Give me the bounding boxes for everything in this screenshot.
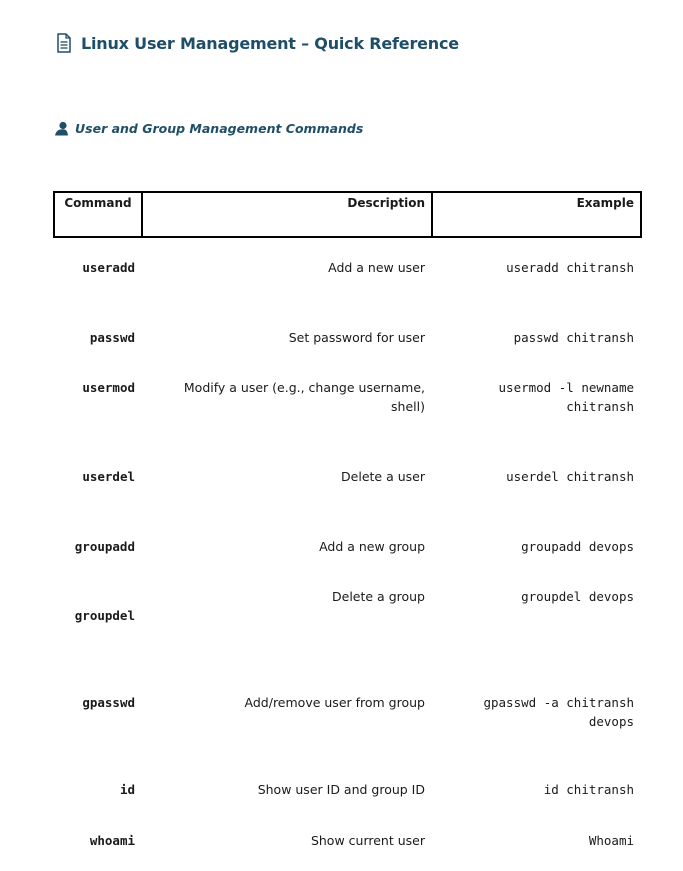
document-icon — [56, 33, 72, 53]
command-cell: userdel — [82, 469, 135, 484]
description-cell: Show user ID and group ID — [257, 782, 425, 797]
commands-table — [53, 191, 642, 871]
table-row — [54, 378, 641, 467]
section-heading-text: User and Group Management Commands — [75, 120, 364, 136]
example-cell: usermod -l newname chitransh — [498, 380, 634, 414]
command-cell: groupdel — [74, 608, 135, 623]
column-header-description: Description — [142, 192, 432, 237]
description-cell: Add/remove user from group — [244, 695, 425, 710]
example-cell: groupdel devops — [521, 589, 634, 604]
example-cell: gpasswd -a chitransh devops — [483, 695, 634, 729]
page-title — [56, 32, 459, 54]
page-title-text: Linux User Management – Quick Reference — [81, 33, 459, 53]
table-row — [54, 831, 641, 871]
description-cell: Delete a group — [332, 589, 425, 604]
command-cell: id — [119, 782, 135, 797]
column-header-example: Example — [432, 192, 641, 237]
command-cell: passwd — [89, 330, 135, 345]
example-cell: passwd chitransh — [513, 330, 634, 345]
description-cell: Set password for user — [288, 330, 425, 345]
table-row — [54, 467, 641, 537]
description-cell: Delete a user — [341, 469, 425, 484]
table-row — [54, 537, 641, 587]
example-cell: userdel chitransh — [506, 469, 634, 484]
table-header-row — [54, 192, 641, 237]
table-row — [54, 587, 641, 693]
column-header-command: Command — [54, 192, 142, 237]
description-cell: Add a new user — [328, 260, 425, 275]
table-row — [54, 693, 641, 780]
table-row — [54, 237, 641, 328]
table-row — [54, 780, 641, 831]
command-cell: usermod — [82, 380, 135, 395]
example-cell: useradd chitransh — [506, 260, 634, 275]
description-cell: Add a new group — [319, 539, 425, 554]
user-icon — [54, 121, 69, 136]
command-cell: groupadd — [74, 539, 135, 554]
example-cell: groupadd devops — [521, 539, 634, 554]
description-cell: Modify a user (e.g., change username, shell) — [183, 380, 425, 414]
description-cell: Show current user — [310, 833, 425, 848]
command-cell: useradd — [82, 260, 135, 275]
section-heading — [54, 119, 363, 137]
example-cell: id chitransh — [543, 782, 634, 797]
command-cell: whoami — [89, 833, 135, 848]
command-cell: gpasswd — [82, 695, 135, 710]
table-row — [54, 328, 641, 378]
example-cell: Whoami — [588, 833, 634, 848]
